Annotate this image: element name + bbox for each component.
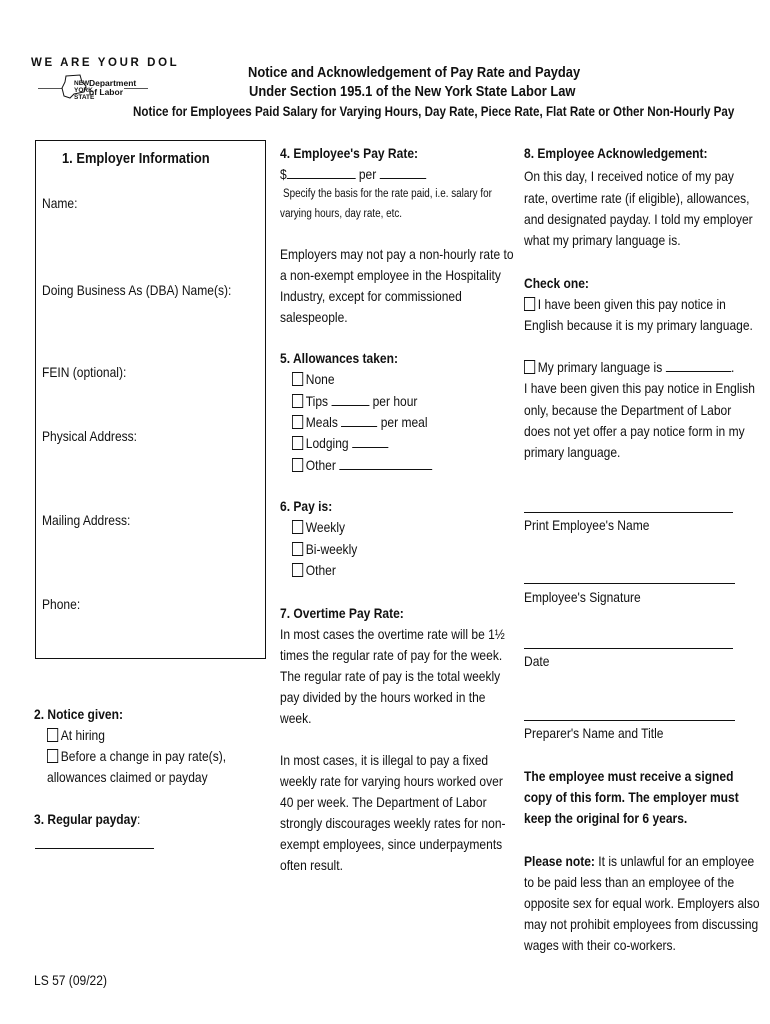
other-language-line5: primary language. [524,444,621,460]
allowance-meals-checkbox[interactable] [292,415,303,429]
at-hiring-checkbox[interactable] [47,728,58,742]
please-note-label: Please note: [524,853,595,869]
regular-payday-field[interactable] [35,848,154,849]
allowance-other-checkbox[interactable] [292,458,303,472]
pay-weekly-checkbox[interactable] [292,520,303,534]
regular-payday-colon: : [137,811,141,827]
before-change-label-line2: allowances claimed or payday [47,769,208,785]
english-primary-label-line2: English because it is my primary language. [524,317,753,333]
allowance-meals-label: Meals [305,414,338,430]
logo-seal-text: NEW YORK STATE [74,80,95,101]
ack-text-line4: what my primary language is. [524,232,681,248]
allowance-tips-label: Tips [305,393,329,409]
overtime-heading: 7. Overtime Pay Rate: [280,605,404,621]
employer-phone-label[interactable]: Phone: [42,596,81,612]
must-receive-line3: keep the original for 6 years. [524,810,688,826]
before-change-checkbox[interactable] [47,749,58,763]
must-receive-line1: The employee must receive a signed [524,768,734,784]
dol-logo [38,74,148,102]
overtime-p1-line4: pay divided by the hours worked in the [280,689,486,705]
other-language-line2: I have been given this pay notice in English [524,380,755,396]
must-receive-line2: copy of this form. The employer must [524,789,739,805]
allowance-none-label: None [305,371,335,387]
pay-biweekly-label: Bi-weekly [305,541,358,557]
overtime-p2-line4: strongly discourages weekly rates for non- [280,815,506,831]
other-language-line4: does not yet offer a pay notice form in my [524,423,745,439]
logo-dept-line2: of Labor [89,87,123,97]
pay-rate-basis-field[interactable] [380,165,426,179]
at-hiring-label: At hiring [60,727,105,743]
regular-payday-heading [34,809,140,830]
overtime-p2-line3: 40 per week. The Department of Labor [280,794,487,810]
employer-heading: 1. Employer Information [62,150,210,167]
please-note-line5: wages with their co-workers. [524,937,676,953]
hospitality-warning-line3: Industry, except for commissioned [280,288,462,304]
pay-other-checkbox[interactable] [292,563,303,577]
pay-rate-row [280,164,426,185]
tips-unit-label: per hour [372,393,418,409]
pay-rate-heading: 4. Employee's Pay Rate: [280,145,419,161]
other-language-line3: only, because the Department of Labor [524,402,732,418]
allowances-heading: 5. Allowances taken: [280,350,398,366]
pay-is-heading: 6. Pay is: [280,498,333,514]
allowance-lodging-checkbox[interactable] [292,436,303,450]
allowance-meals-option[interactable] [292,412,428,433]
regular-payday-label: 3. Regular payday [34,811,138,827]
allowance-lodging-label: Lodging [305,435,349,451]
allowance-none-checkbox[interactable] [292,372,303,386]
other-language-label: My primary language is [537,359,663,375]
english-primary-label: I have been given this pay notice in [537,296,726,312]
employer-physical-address-label[interactable]: Physical Address: [42,428,138,444]
pay-other-label: Other [305,562,336,578]
logo-dept-line1: Department [89,78,137,88]
overtime-p2-line5: exempt employees, since underpayments [280,836,503,852]
allowance-other-label: Other [305,457,336,473]
overtime-p1-line1: In most cases the overtime rate will be 1½ [280,626,505,642]
ack-text-line3: and designated payday. I told my employer [524,211,753,227]
preparer-label: Preparer's Name and Title [524,725,664,741]
employee-name-label: Print Employee's Name [524,517,650,533]
notice-at-hiring-option[interactable] [47,725,105,746]
pay-rate-amount-field[interactable] [287,165,356,179]
english-primary-checkbox[interactable] [524,297,535,311]
pay-rate-note-line2: varying hours, day rate, etc. [280,208,403,220]
ack-heading: 8. Employee Acknowledgement: [524,145,708,161]
please-note-line4: may not prohibit employees from discussing [524,916,759,932]
employer-info-box [35,140,266,659]
please-note-line1 [524,851,754,872]
notice-given-heading: 2. Notice given: [34,706,123,722]
allowance-other-field[interactable] [339,456,432,470]
form-subtitle: Notice for Employees Paid Salary for Varying Hours, Day Rate, Piece Rate, Flat Rate or Other Non-Hourly Pay [133,104,735,119]
ack-text-line1: On this day, I received notice of my pay [524,168,734,184]
hospitality-warning-line4: salespeople. [280,309,348,325]
allowance-tips-checkbox[interactable] [292,394,303,408]
logo-line-right [124,88,148,89]
dol-tagline: WE ARE YOUR DOL [31,57,180,69]
pay-biweekly-checkbox[interactable] [292,542,303,556]
logo-line-left [38,88,62,89]
form-title-line1: Notice and Acknowledgement of Pay Rate and Payday [248,64,581,81]
dollar-sign: $ [280,166,287,182]
overtime-p1-line3: The regular rate of pay is the total weekly [280,668,501,684]
allowance-lodging-option[interactable] [292,433,388,454]
overtime-p1-line2: times the regular rate of pay for the week. [280,647,503,663]
preparer-field[interactable] [524,720,735,721]
pay-biweekly-option[interactable] [292,539,357,560]
employer-mailing-address-label[interactable]: Mailing Address: [42,512,131,528]
overtime-p2-line6: often result. [280,857,343,873]
employer-fein-label[interactable]: FEIN (optional): [42,364,127,380]
form-id: LS 57 (09/22) [34,972,107,988]
allowance-none-option[interactable] [292,369,335,390]
overtime-p2-line2: weekly rate for varying hours worked over [280,773,503,789]
per-label: per [358,166,377,182]
overtime-p2-line1: In most cases, it is illegal to pay a fixed [280,752,489,768]
other-language-option[interactable] [524,357,734,378]
pay-weekly-option[interactable] [292,517,345,538]
pay-rate-note-line1: Specify the basis for the rate paid, i.e. salary for [283,188,492,200]
check-one-label: Check one: [524,275,589,291]
notice-before-change-option[interactable] [47,746,226,767]
ack-text-line2: rate, overtime rate (if eligible), allowances, [524,190,750,206]
other-language-checkbox[interactable] [524,360,535,374]
employee-signature-field[interactable] [524,583,735,584]
please-note-text: It is unlawful for an employee [594,853,755,869]
meals-unit-label: per meal [380,414,428,430]
employee-signature-label: Employee's Signature [524,589,641,605]
please-note-line3: opposite sex for equal work. Employers also [524,895,760,911]
tips-amount-field[interactable] [331,392,369,406]
employee-name-field[interactable] [524,512,733,513]
date-label: Date [524,653,550,669]
allowance-other-option[interactable] [292,455,432,476]
pay-weekly-label: Weekly [305,519,346,535]
employer-name-label[interactable]: Name: [42,195,78,211]
english-primary-option[interactable] [524,294,726,315]
other-language-dot: . [730,359,735,375]
meals-amount-field[interactable] [341,413,377,427]
pay-other-option[interactable] [292,560,336,581]
lodging-amount-field[interactable] [352,434,388,448]
date-field[interactable] [524,648,733,649]
primary-language-field[interactable] [666,358,731,372]
please-note-line2: to be paid less than an employee of the [524,874,735,890]
allowance-tips-option[interactable] [292,391,417,412]
overtime-p1-line5: week. [280,710,312,726]
hospitality-warning-line2: a non-exempt employee in the Hospitality [280,267,501,283]
form-title-line2: Under Section 195.1 of the New York State Labor Law [249,83,576,100]
employer-dba-label[interactable]: Doing Business As (DBA) Name(s): [42,282,232,298]
before-change-label: Before a change in pay rate(s), [60,748,227,764]
hospitality-warning-line1: Employers may not pay a non-hourly rate to [280,246,514,262]
